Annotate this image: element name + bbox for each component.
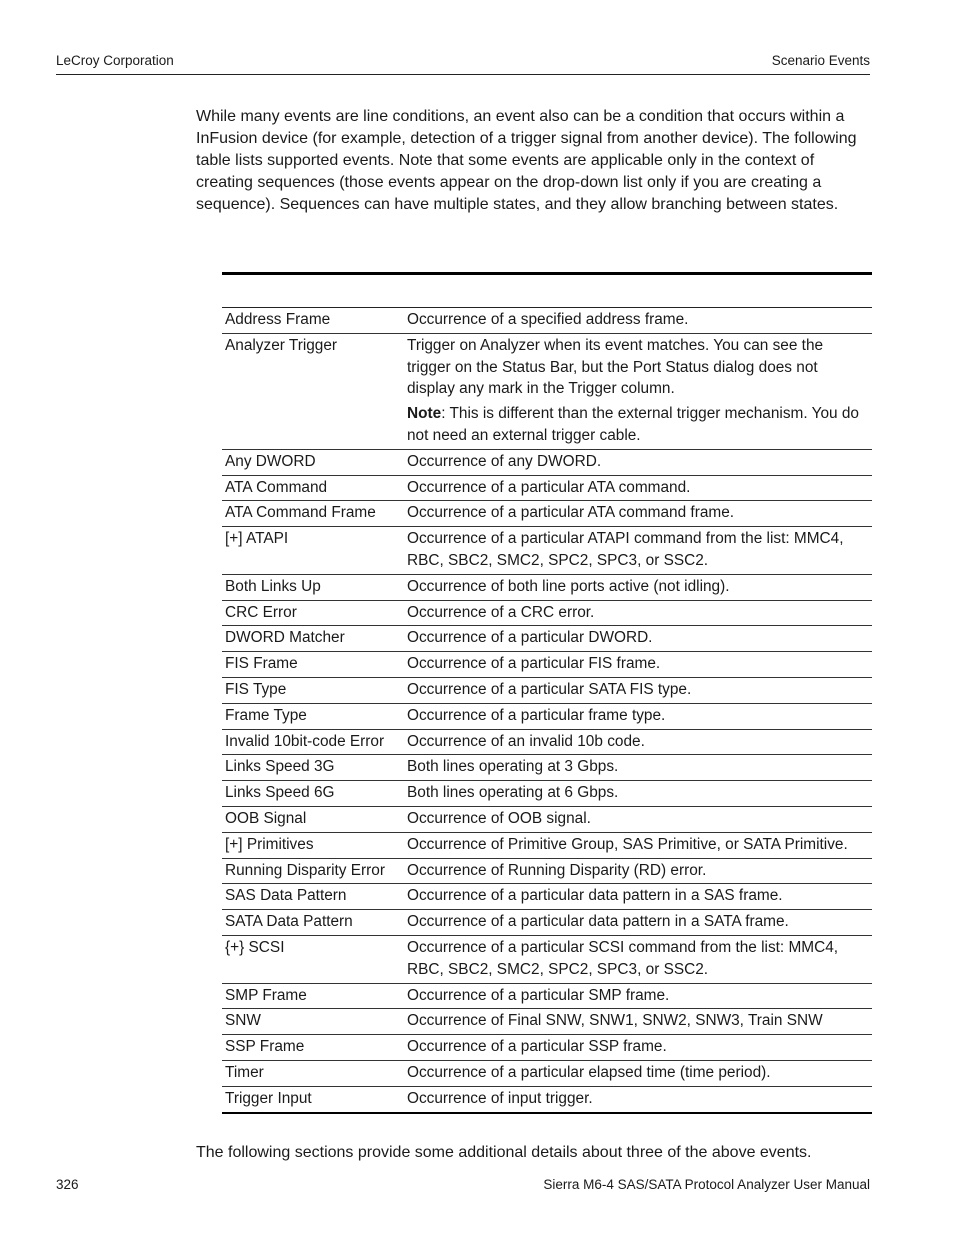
- event-description: Occurrence of Primitive Group, SAS Primitive, or SATA Primitive.: [407, 835, 848, 853]
- event-description: Occurrence of a particular ATAPI command from the list: MMC4, RBC, SBC2, SMC2, SPC2, SPC3, or SSC2.: [407, 530, 844, 569]
- event-description: Occurrence of a specified address frame.: [407, 311, 689, 328]
- table-row: [222, 729, 872, 755]
- event-description: Trigger on Analyzer when its event matches. You can see the trigger on the Status Bar, but the Port Status dialog does not display any mark in the Trigger column.: [407, 336, 824, 398]
- event-description-cell: [404, 449, 872, 475]
- event-description: Occurrence of both line ports active (not idling).: [407, 577, 730, 595]
- closing-paragraph: The following sections provide some additional details about three of the above events.: [196, 1144, 812, 1161]
- event-description: Occurrence of Final SNW, SNW1, SNW2, SNW3, Train SNW: [407, 1012, 823, 1030]
- event-name-cell: SNW: [225, 1012, 261, 1030]
- event-description-cell: [404, 1009, 872, 1035]
- event-description-cell: [404, 781, 872, 807]
- table-row: [222, 652, 872, 678]
- event-name-cell: [+] ATAPI: [225, 530, 289, 548]
- event-name-cell: Links Speed 3G: [225, 758, 335, 776]
- event-description: Both lines operating at 3 Gbps.: [407, 758, 619, 776]
- event-description: Occurrence of a particular FIS frame.: [407, 655, 661, 673]
- event-description-cell: [404, 1035, 872, 1061]
- event-description: Occurrence of a particular DWORD.: [407, 629, 653, 647]
- table-row: [222, 910, 872, 936]
- event-description-cell: [404, 333, 872, 449]
- table-row: [222, 449, 872, 475]
- event-description: Occurrence of a particular SSP frame.: [407, 1038, 667, 1056]
- table-row: [222, 806, 872, 832]
- event-name-cell: CRC Error: [225, 603, 297, 621]
- event-description-cell: [404, 884, 872, 910]
- event-name-cell: ATA Command: [225, 478, 328, 496]
- event-description: Occurrence of any DWORD.: [407, 452, 602, 470]
- event-description: Occurrence of an invalid 10b code.: [407, 732, 645, 750]
- note-label: Note: [407, 405, 442, 423]
- event-description-cell: [404, 935, 872, 983]
- event-name-cell: DWORD Matcher: [225, 629, 345, 647]
- header-company: LeCroy Corporation: [56, 53, 174, 68]
- event-description: Occurrence of a particular data pattern in a SATA frame.: [407, 913, 789, 931]
- event-name-cell: Invalid 10bit-code Error: [225, 732, 385, 750]
- page-number: 326: [56, 1177, 79, 1192]
- event-description-cell: [404, 527, 872, 575]
- event-description-cell: [404, 755, 872, 781]
- header-section-title: Scenario Events: [771, 53, 870, 68]
- table-row: [222, 832, 872, 858]
- event-description-cell: [404, 308, 872, 333]
- table-row: [222, 574, 872, 600]
- header-rule: [56, 74, 870, 75]
- event-description-cell: [404, 729, 872, 755]
- table-row: [222, 1035, 872, 1061]
- event-name-cell: Timer: [225, 1063, 264, 1081]
- table-row: [222, 1060, 872, 1086]
- event-description-cell: [404, 574, 872, 600]
- event-name-cell: OOB Signal: [225, 809, 307, 827]
- event-name-cell: Running Disparity Error: [225, 861, 385, 879]
- event-description: Occurrence of a particular elapsed time (time period).: [407, 1063, 771, 1081]
- event-name-cell: {+} SCSI: [225, 938, 285, 956]
- table-row: [222, 1086, 872, 1112]
- event-description-cell: [404, 501, 872, 527]
- event-name-cell: FIS Frame: [225, 655, 298, 673]
- event-description: Occurrence of a particular frame type.: [407, 706, 666, 724]
- event-description-cell: [404, 703, 872, 729]
- table-row: [222, 755, 872, 781]
- event-name-cell: SATA Data Pattern: [225, 913, 353, 931]
- event-description: Occurrence of a particular data pattern in a SAS frame.: [407, 887, 783, 905]
- event-description: Occurrence of a particular SCSI command from the list: MMC4, RBC, SBC2, SMC2, SPC2, SPC3, or SSC2.: [407, 938, 839, 978]
- event-name-cell: Frame Type: [225, 706, 307, 724]
- table-row: [222, 333, 872, 449]
- event-description-cell: [404, 832, 872, 858]
- event-description-cell: [404, 475, 872, 501]
- table-row: [222, 781, 872, 807]
- event-description-cell: [404, 1086, 872, 1112]
- event-description-cell: [404, 677, 872, 703]
- event-description: Occurrence of input trigger.: [407, 1089, 593, 1107]
- event-description-cell: [404, 806, 872, 832]
- table-row: [222, 600, 872, 626]
- table-row: [222, 858, 872, 884]
- table-row: [222, 308, 872, 333]
- event-description: Occurrence of a particular ATA command frame.: [407, 504, 735, 522]
- event-description: Both lines operating at 6 Gbps.: [407, 784, 619, 802]
- event-description: Occurrence of a particular SATA FIS type.: [407, 680, 692, 698]
- event-description-cell: [404, 626, 872, 652]
- event-description: Occurrence of a particular ATA command.: [407, 478, 691, 496]
- table-row: [222, 677, 872, 703]
- table-row: [222, 884, 872, 910]
- table-row: [222, 626, 872, 652]
- event-description: Occurrence of a particular SMP frame.: [407, 986, 670, 1004]
- table-row: [222, 983, 872, 1009]
- event-name-cell: FIS Type: [225, 680, 287, 698]
- event-description: Occurrence of OOB signal.: [407, 809, 591, 827]
- event-description-cell: [404, 1060, 872, 1086]
- event-description-cell: [404, 652, 872, 678]
- event-name-cell: Trigger Input: [225, 1089, 312, 1107]
- note-text: : This is different than the external trigger mechanism. You do not need an external trigger cable.: [407, 405, 859, 444]
- intro-paragraph: While many events are line conditions, an event also can be a condition that occurs within a InFusion device (for example, detection of a trigger signal from another device). The following table lists supported events. Note that some events are applicable only in the context of creating sequences (those events appear on the drop-down list only if you are creating a sequence). Sequences can have multiple states, and they allow branching between states.: [196, 108, 857, 213]
- event-description-cell: [404, 910, 872, 936]
- event-name-cell: ATA Command Frame: [225, 504, 376, 522]
- table-row: [222, 475, 872, 501]
- table-row: [222, 935, 872, 983]
- event-name-cell: Address Frame: [225, 311, 331, 328]
- event-name-cell: Both Links Up: [225, 577, 321, 595]
- event-note: [407, 403, 869, 447]
- event-description-cell: [404, 983, 872, 1009]
- event-name-cell: [+] Primitives: [225, 835, 314, 853]
- table-row: [222, 527, 872, 575]
- event-name-cell: SSP Frame: [225, 1038, 305, 1056]
- table-row: [222, 1009, 872, 1035]
- event-description-cell: [404, 858, 872, 884]
- table-row: [222, 501, 872, 527]
- event-description-cell: [404, 600, 872, 626]
- event-name-cell: SMP Frame: [225, 986, 307, 1004]
- event-name-cell: Analyzer Trigger: [225, 336, 338, 354]
- event-name-cell: SAS Data Pattern: [225, 887, 347, 905]
- event-name-cell: Any DWORD: [225, 452, 316, 470]
- table-top-rule: [222, 272, 872, 275]
- events-table: [222, 307, 872, 1114]
- table-body: [222, 308, 872, 1113]
- manual-title: Sierra M6-4 SAS/SATA Protocol Analyzer User Manual: [543, 1177, 870, 1192]
- event-description: Occurrence of Running Disparity (RD) error.: [407, 861, 707, 879]
- table-row: [222, 703, 872, 729]
- event-name-cell: Links Speed 6G: [225, 784, 335, 802]
- event-description: Occurrence of a CRC error.: [407, 603, 595, 621]
